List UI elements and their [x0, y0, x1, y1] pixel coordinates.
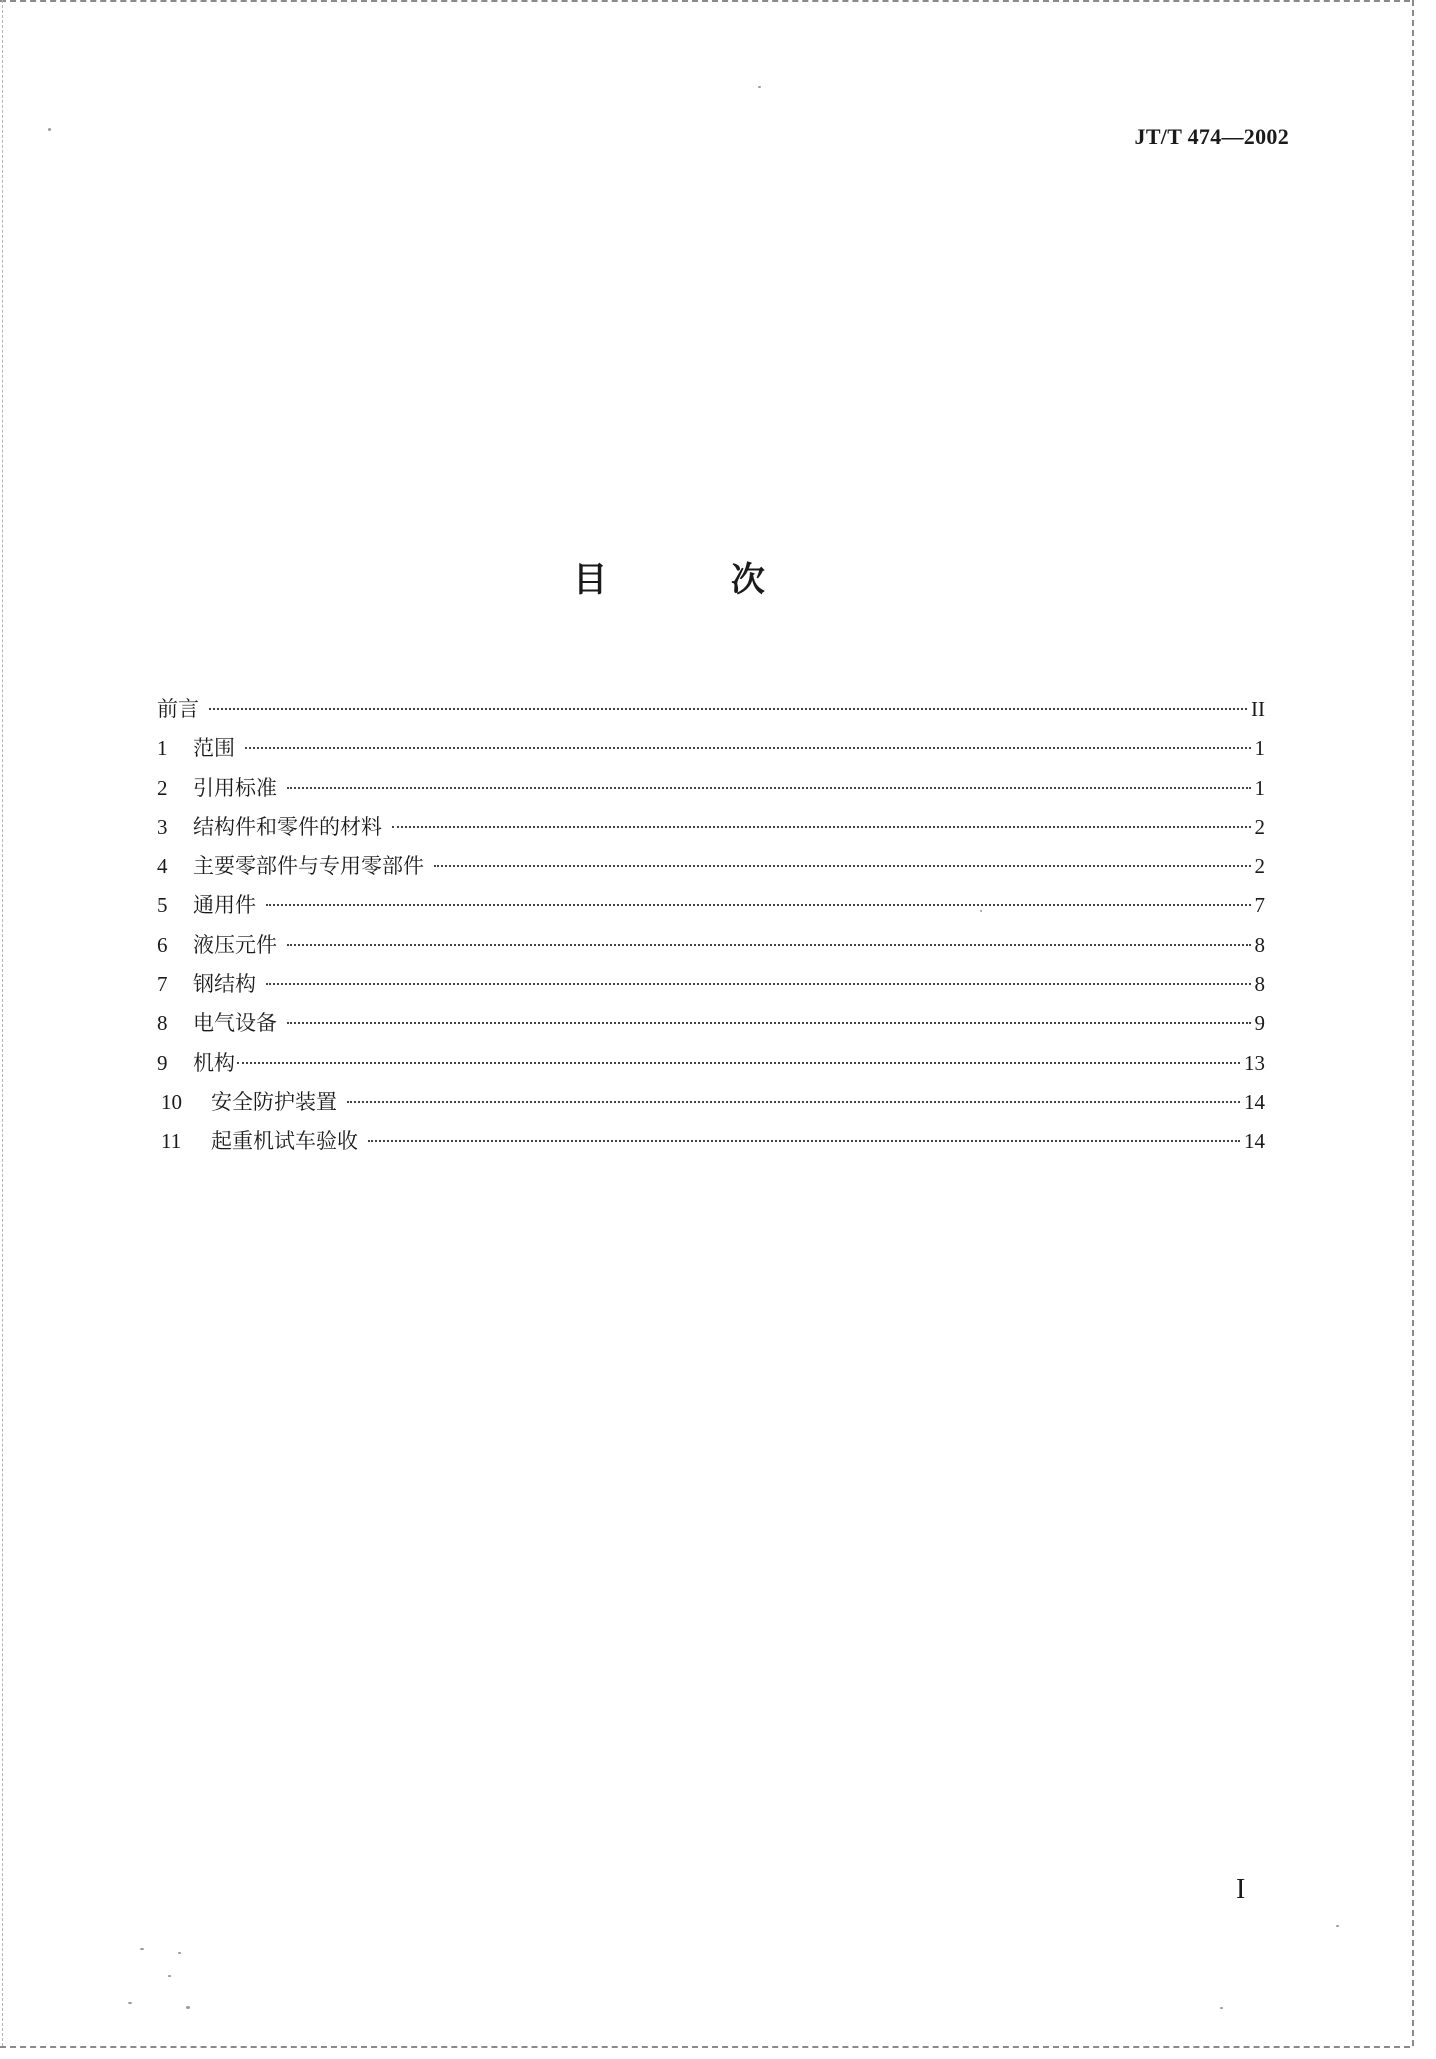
toc-entry-page: 9 [1254, 1011, 1265, 1036]
toc-leader-dots [209, 708, 1247, 710]
toc-entry-page: 14 [1244, 1089, 1265, 1114]
toc-entry-label: 电气设备 [193, 1011, 277, 1036]
toc-entry-number: 7 [157, 972, 168, 997]
toc-entry-7[interactable] [157, 965, 1265, 1004]
toc-leader-dots [392, 826, 1251, 828]
toc-entry-2[interactable] [157, 769, 1265, 808]
toc-entry-page: II [1251, 697, 1265, 721]
toc-entry-5[interactable] [157, 886, 1265, 925]
toc-entry-number: 8 [157, 1011, 168, 1036]
toc-entry-page: 1 [1254, 736, 1265, 761]
page-border-right [1412, 0, 1414, 2046]
toc-entry-number: 6 [157, 932, 168, 957]
standard-code: JT/T 474—2002 [1134, 124, 1289, 149]
page-number: I [1236, 1874, 1246, 1905]
toc-leader-dots [368, 1140, 1240, 1142]
toc-entry-number: 9 [157, 1050, 168, 1075]
toc-entry-11[interactable] [157, 1122, 1265, 1161]
toc-entry-1[interactable] [157, 729, 1265, 768]
toc-entry-page: 2 [1254, 814, 1265, 839]
toc-entry-number: 5 [157, 893, 168, 918]
toc-entry-label: 通用件 [193, 893, 256, 918]
toc-entry-label: 钢结构 [193, 972, 256, 997]
toc-entry-9[interactable] [157, 1044, 1265, 1083]
toc-entry-page: 7 [1254, 893, 1265, 918]
toc-entry-number: 2 [157, 775, 168, 800]
toc-entry-number: 3 [157, 814, 168, 839]
toc-leader-dots [266, 983, 1251, 985]
page-border-top [0, 0, 1410, 2]
toc-entry-foreword[interactable] [157, 690, 1265, 729]
toc-entry-number: 11 [161, 1129, 182, 1154]
toc-leader-dots [287, 944, 1251, 946]
toc-entry-number: 1 [157, 736, 168, 761]
toc-entry-label: 安全防护装置 [211, 1089, 337, 1114]
toc-entry-page: 8 [1254, 932, 1265, 957]
toc-entry-label: 引用标准 [193, 775, 277, 800]
toc-entry-label: 结构件和零件的材料 [193, 814, 382, 839]
toc-entry-number: 10 [161, 1089, 182, 1114]
toc-entry-4[interactable] [157, 847, 1265, 886]
page-border-bottom [0, 2046, 1410, 2048]
toc-leader-dots [266, 904, 1251, 906]
toc-entry-page: 2 [1254, 854, 1265, 879]
toc-entry-label: 液压元件 [193, 932, 277, 957]
toc-leader-dots [287, 787, 1251, 789]
toc-entry-label: 起重机试车验收 [211, 1129, 358, 1154]
toc-entry-10[interactable] [157, 1083, 1265, 1122]
toc-entry-page: 14 [1244, 1129, 1265, 1154]
toc-entry-page: 1 [1254, 775, 1265, 800]
table-of-contents [157, 690, 1265, 1162]
toc-entry-label: 前言 [157, 697, 199, 721]
toc-leader-dots [287, 1022, 1251, 1024]
toc-entry-6[interactable] [157, 926, 1265, 965]
page-border-left [2, 0, 3, 2046]
toc-entry-3[interactable] [157, 808, 1265, 847]
toc-leader-dots [237, 1062, 1240, 1064]
toc-entry-label: 主要零部件与专用零部件 [193, 854, 424, 879]
toc-entry-number: 4 [157, 854, 168, 879]
toc-entry-label: 机构 [193, 1050, 235, 1075]
toc-entry-8[interactable] [157, 1004, 1265, 1043]
toc-leader-dots [434, 865, 1251, 867]
toc-leader-dots [347, 1101, 1240, 1103]
toc-entry-page: 8 [1254, 972, 1265, 997]
toc-entry-label: 范围 [193, 736, 235, 761]
page-title: 目 次 [573, 560, 821, 600]
toc-entry-page: 13 [1244, 1050, 1265, 1075]
toc-leader-dots [245, 747, 1251, 749]
